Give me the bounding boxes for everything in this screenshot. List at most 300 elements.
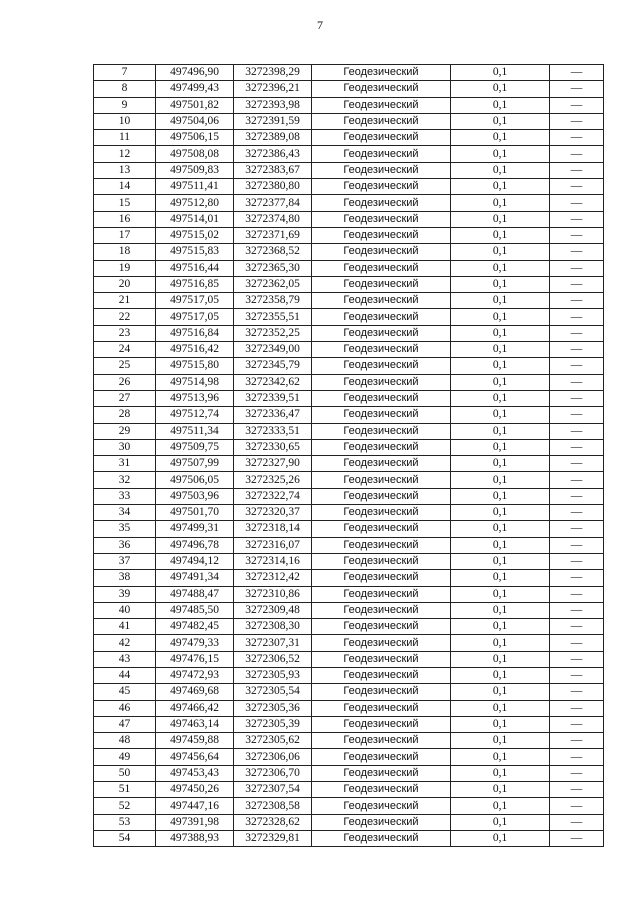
accuracy-cell: 0,1: [451, 505, 550, 521]
x-coordinate-cell: 497506,15: [156, 130, 234, 146]
y-coordinate-cell: 3272371,69: [234, 227, 312, 243]
note-cell: —: [550, 651, 604, 667]
x-coordinate-cell: 497506,05: [156, 472, 234, 488]
y-coordinate-cell: 3272318,14: [234, 521, 312, 537]
accuracy-cell: 0,1: [451, 358, 550, 374]
note-cell: —: [550, 276, 604, 292]
method-cell: Геодезический: [312, 830, 451, 846]
x-coordinate-cell: 497482,45: [156, 619, 234, 635]
point-number-cell: 41: [94, 619, 156, 635]
note-cell: —: [550, 505, 604, 521]
x-coordinate-cell: 497469,68: [156, 684, 234, 700]
table-row: [94, 716, 604, 732]
accuracy-cell: 0,1: [451, 113, 550, 129]
y-coordinate-cell: 3272306,06: [234, 749, 312, 765]
table-row: [94, 179, 604, 195]
y-coordinate-cell: 3272342,62: [234, 374, 312, 390]
table-row: [94, 521, 604, 537]
accuracy-cell: 0,1: [451, 65, 550, 81]
note-cell: —: [550, 130, 604, 146]
point-number-cell: 38: [94, 570, 156, 586]
method-cell: Геодезический: [312, 651, 451, 667]
x-coordinate-cell: 497499,43: [156, 81, 234, 97]
y-coordinate-cell: 3272306,52: [234, 651, 312, 667]
note-cell: —: [550, 211, 604, 227]
point-number-cell: 22: [94, 309, 156, 325]
table-row: [94, 374, 604, 390]
note-cell: —: [550, 570, 604, 586]
x-coordinate-cell: 497517,05: [156, 309, 234, 325]
y-coordinate-cell: 3272307,54: [234, 782, 312, 798]
x-coordinate-cell: 497512,80: [156, 195, 234, 211]
note-cell: —: [550, 195, 604, 211]
x-coordinate-cell: 497513,96: [156, 390, 234, 406]
point-number-cell: 40: [94, 602, 156, 618]
accuracy-cell: 0,1: [451, 309, 550, 325]
y-coordinate-cell: 3272398,29: [234, 65, 312, 81]
method-cell: Геодезический: [312, 130, 451, 146]
method-cell: Геодезический: [312, 667, 451, 683]
note-cell: —: [550, 733, 604, 749]
method-cell: Геодезический: [312, 488, 451, 504]
table-row: [94, 390, 604, 406]
x-coordinate-cell: 497516,85: [156, 276, 234, 292]
note-cell: —: [550, 602, 604, 618]
y-coordinate-cell: 3272345,79: [234, 358, 312, 374]
point-number-cell: 39: [94, 586, 156, 602]
note-cell: —: [550, 179, 604, 195]
table-row: [94, 798, 604, 814]
table-row: [94, 700, 604, 716]
method-cell: Геодезический: [312, 765, 451, 781]
method-cell: Геодезический: [312, 716, 451, 732]
x-coordinate-cell: 497459,88: [156, 733, 234, 749]
method-cell: Геодезический: [312, 179, 451, 195]
accuracy-cell: 0,1: [451, 619, 550, 635]
table-row: [94, 162, 604, 178]
method-cell: Геодезический: [312, 211, 451, 227]
method-cell: Геодезический: [312, 65, 451, 81]
note-cell: —: [550, 700, 604, 716]
x-coordinate-cell: 497391,98: [156, 814, 234, 830]
method-cell: Геодезический: [312, 407, 451, 423]
y-coordinate-cell: 3272305,39: [234, 716, 312, 732]
y-coordinate-cell: 3272325,26: [234, 472, 312, 488]
note-cell: —: [550, 374, 604, 390]
note-cell: —: [550, 782, 604, 798]
table-row: [94, 227, 604, 243]
x-coordinate-cell: 497466,42: [156, 700, 234, 716]
table-row: [94, 570, 604, 586]
method-cell: Геодезический: [312, 358, 451, 374]
note-cell: —: [550, 146, 604, 162]
page-number: 7: [317, 18, 323, 32]
table-row: [94, 113, 604, 129]
note-cell: —: [550, 390, 604, 406]
y-coordinate-cell: 3272310,86: [234, 586, 312, 602]
point-number-cell: 12: [94, 146, 156, 162]
note-cell: —: [550, 537, 604, 553]
note-cell: —: [550, 439, 604, 455]
method-cell: Геодезический: [312, 81, 451, 97]
point-number-cell: 16: [94, 211, 156, 227]
y-coordinate-cell: 3272308,30: [234, 619, 312, 635]
x-coordinate-cell: 497476,15: [156, 651, 234, 667]
point-number-cell: 37: [94, 553, 156, 569]
x-coordinate-cell: 497491,34: [156, 570, 234, 586]
table-row: [94, 488, 604, 504]
note-cell: —: [550, 65, 604, 81]
table-row: [94, 505, 604, 521]
note-cell: —: [550, 667, 604, 683]
note-cell: —: [550, 521, 604, 537]
accuracy-cell: 0,1: [451, 733, 550, 749]
accuracy-cell: 0,1: [451, 179, 550, 195]
method-cell: Геодезический: [312, 700, 451, 716]
method-cell: Геодезический: [312, 456, 451, 472]
y-coordinate-cell: 3272383,67: [234, 162, 312, 178]
coordinates-table-body: [94, 65, 604, 847]
note-cell: —: [550, 162, 604, 178]
point-number-cell: 53: [94, 814, 156, 830]
point-number-cell: 42: [94, 635, 156, 651]
point-number-cell: 7: [94, 65, 156, 81]
method-cell: Геодезический: [312, 537, 451, 553]
point-number-cell: 51: [94, 782, 156, 798]
x-coordinate-cell: 497511,34: [156, 423, 234, 439]
x-coordinate-cell: 497514,01: [156, 211, 234, 227]
y-coordinate-cell: 3272396,21: [234, 81, 312, 97]
accuracy-cell: 0,1: [451, 374, 550, 390]
x-coordinate-cell: 497517,05: [156, 293, 234, 309]
table-row: [94, 553, 604, 569]
x-coordinate-cell: 497456,64: [156, 749, 234, 765]
point-number-cell: 10: [94, 113, 156, 129]
method-cell: Геодезический: [312, 113, 451, 129]
y-coordinate-cell: 3272362,05: [234, 276, 312, 292]
table-row: [94, 456, 604, 472]
point-number-cell: 35: [94, 521, 156, 537]
y-coordinate-cell: 3272312,42: [234, 570, 312, 586]
y-coordinate-cell: 3272306,70: [234, 765, 312, 781]
y-coordinate-cell: 3272330,65: [234, 439, 312, 455]
y-coordinate-cell: 3272305,36: [234, 700, 312, 716]
table-row: [94, 276, 604, 292]
accuracy-cell: 0,1: [451, 537, 550, 553]
accuracy-cell: 0,1: [451, 830, 550, 846]
accuracy-cell: 0,1: [451, 472, 550, 488]
y-coordinate-cell: 3272389,08: [234, 130, 312, 146]
y-coordinate-cell: 3272365,30: [234, 260, 312, 276]
method-cell: Геодезический: [312, 472, 451, 488]
point-number-cell: 46: [94, 700, 156, 716]
accuracy-cell: 0,1: [451, 814, 550, 830]
accuracy-cell: 0,1: [451, 765, 550, 781]
table-row: [94, 782, 604, 798]
coordinates-table: [93, 64, 604, 847]
accuracy-cell: 0,1: [451, 244, 550, 260]
point-number-cell: 54: [94, 830, 156, 846]
note-cell: —: [550, 81, 604, 97]
table-row: [94, 244, 604, 260]
y-coordinate-cell: 3272358,79: [234, 293, 312, 309]
y-coordinate-cell: 3272386,43: [234, 146, 312, 162]
method-cell: Геодезический: [312, 195, 451, 211]
method-cell: Геодезический: [312, 276, 451, 292]
x-coordinate-cell: 497488,47: [156, 586, 234, 602]
method-cell: Геодезический: [312, 390, 451, 406]
table-row: [94, 537, 604, 553]
point-number-cell: 49: [94, 749, 156, 765]
accuracy-cell: 0,1: [451, 130, 550, 146]
point-number-cell: 26: [94, 374, 156, 390]
method-cell: Геодезический: [312, 733, 451, 749]
accuracy-cell: 0,1: [451, 749, 550, 765]
point-number-cell: 48: [94, 733, 156, 749]
note-cell: —: [550, 293, 604, 309]
method-cell: Геодезический: [312, 782, 451, 798]
point-number-cell: 21: [94, 293, 156, 309]
accuracy-cell: 0,1: [451, 260, 550, 276]
y-coordinate-cell: 3272380,80: [234, 179, 312, 195]
point-number-cell: 14: [94, 179, 156, 195]
note-cell: —: [550, 358, 604, 374]
method-cell: Геодезический: [312, 521, 451, 537]
accuracy-cell: 0,1: [451, 521, 550, 537]
y-coordinate-cell: 3272305,93: [234, 667, 312, 683]
point-number-cell: 44: [94, 667, 156, 683]
x-coordinate-cell: 497516,84: [156, 325, 234, 341]
point-number-cell: 20: [94, 276, 156, 292]
y-coordinate-cell: 3272314,16: [234, 553, 312, 569]
note-cell: —: [550, 619, 604, 635]
note-cell: —: [550, 342, 604, 358]
point-number-cell: 13: [94, 162, 156, 178]
y-coordinate-cell: 3272308,58: [234, 798, 312, 814]
x-coordinate-cell: 497388,93: [156, 830, 234, 846]
note-cell: —: [550, 814, 604, 830]
table-row: [94, 733, 604, 749]
point-number-cell: 32: [94, 472, 156, 488]
table-row: [94, 423, 604, 439]
y-coordinate-cell: 3272349,00: [234, 342, 312, 358]
note-cell: —: [550, 113, 604, 129]
y-coordinate-cell: 3272368,52: [234, 244, 312, 260]
table-row: [94, 293, 604, 309]
method-cell: Геодезический: [312, 227, 451, 243]
table-row: [94, 667, 604, 683]
method-cell: Геодезический: [312, 342, 451, 358]
note-cell: —: [550, 749, 604, 765]
note-cell: —: [550, 488, 604, 504]
table-row: [94, 211, 604, 227]
x-coordinate-cell: 497463,14: [156, 716, 234, 732]
y-coordinate-cell: 3272309,48: [234, 602, 312, 618]
note-cell: —: [550, 227, 604, 243]
method-cell: Геодезический: [312, 423, 451, 439]
accuracy-cell: 0,1: [451, 81, 550, 97]
table-row: [94, 325, 604, 341]
accuracy-cell: 0,1: [451, 211, 550, 227]
accuracy-cell: 0,1: [451, 293, 550, 309]
accuracy-cell: 0,1: [451, 325, 550, 341]
table-row: [94, 602, 604, 618]
table-row: [94, 472, 604, 488]
accuracy-cell: 0,1: [451, 782, 550, 798]
point-number-cell: 23: [94, 325, 156, 341]
accuracy-cell: 0,1: [451, 684, 550, 700]
x-coordinate-cell: 497515,83: [156, 244, 234, 260]
accuracy-cell: 0,1: [451, 798, 550, 814]
accuracy-cell: 0,1: [451, 716, 550, 732]
point-number-cell: 29: [94, 423, 156, 439]
point-number-cell: 19: [94, 260, 156, 276]
y-coordinate-cell: 3272322,74: [234, 488, 312, 504]
accuracy-cell: 0,1: [451, 602, 550, 618]
y-coordinate-cell: 3272377,84: [234, 195, 312, 211]
table-row: [94, 146, 604, 162]
point-number-cell: 34: [94, 505, 156, 521]
method-cell: Геодезический: [312, 798, 451, 814]
accuracy-cell: 0,1: [451, 667, 550, 683]
x-coordinate-cell: 497472,93: [156, 667, 234, 683]
point-number-cell: 25: [94, 358, 156, 374]
method-cell: Геодезический: [312, 146, 451, 162]
accuracy-cell: 0,1: [451, 700, 550, 716]
accuracy-cell: 0,1: [451, 439, 550, 455]
accuracy-cell: 0,1: [451, 488, 550, 504]
method-cell: Геодезический: [312, 374, 451, 390]
accuracy-cell: 0,1: [451, 390, 550, 406]
table-row: [94, 651, 604, 667]
note-cell: —: [550, 325, 604, 341]
point-number-cell: 9: [94, 97, 156, 113]
x-coordinate-cell: 497494,12: [156, 553, 234, 569]
table-row: [94, 81, 604, 97]
y-coordinate-cell: 3272328,62: [234, 814, 312, 830]
point-number-cell: 52: [94, 798, 156, 814]
method-cell: Геодезический: [312, 602, 451, 618]
point-number-cell: 47: [94, 716, 156, 732]
accuracy-cell: 0,1: [451, 97, 550, 113]
method-cell: Геодезический: [312, 162, 451, 178]
point-number-cell: 8: [94, 81, 156, 97]
x-coordinate-cell: 497501,70: [156, 505, 234, 521]
point-number-cell: 18: [94, 244, 156, 260]
x-coordinate-cell: 497501,82: [156, 97, 234, 113]
x-coordinate-cell: 497479,33: [156, 635, 234, 651]
x-coordinate-cell: 497508,08: [156, 146, 234, 162]
accuracy-cell: 0,1: [451, 651, 550, 667]
method-cell: Геодезический: [312, 260, 451, 276]
x-coordinate-cell: 497509,75: [156, 439, 234, 455]
method-cell: Геодезический: [312, 749, 451, 765]
note-cell: —: [550, 716, 604, 732]
table-row: [94, 586, 604, 602]
x-coordinate-cell: 497512,74: [156, 407, 234, 423]
table-row: [94, 439, 604, 455]
accuracy-cell: 0,1: [451, 342, 550, 358]
table-row: [94, 97, 604, 113]
note-cell: —: [550, 635, 604, 651]
table-row: [94, 309, 604, 325]
table-row: [94, 635, 604, 651]
table-row: [94, 65, 604, 81]
x-coordinate-cell: 497515,80: [156, 358, 234, 374]
y-coordinate-cell: 3272305,54: [234, 684, 312, 700]
method-cell: Геодезический: [312, 635, 451, 651]
note-cell: —: [550, 260, 604, 276]
accuracy-cell: 0,1: [451, 586, 550, 602]
y-coordinate-cell: 3272339,51: [234, 390, 312, 406]
y-coordinate-cell: 3272355,51: [234, 309, 312, 325]
point-number-cell: 33: [94, 488, 156, 504]
note-cell: —: [550, 765, 604, 781]
x-coordinate-cell: 497496,78: [156, 537, 234, 553]
note-cell: —: [550, 798, 604, 814]
method-cell: Геодезический: [312, 97, 451, 113]
method-cell: Геодезический: [312, 505, 451, 521]
point-number-cell: 24: [94, 342, 156, 358]
point-number-cell: 11: [94, 130, 156, 146]
x-coordinate-cell: 497503,96: [156, 488, 234, 504]
x-coordinate-cell: 497453,43: [156, 765, 234, 781]
x-coordinate-cell: 497499,31: [156, 521, 234, 537]
y-coordinate-cell: 3272393,98: [234, 97, 312, 113]
y-coordinate-cell: 3272374,80: [234, 211, 312, 227]
accuracy-cell: 0,1: [451, 570, 550, 586]
x-coordinate-cell: 497511,41: [156, 179, 234, 195]
note-cell: —: [550, 407, 604, 423]
method-cell: Геодезический: [312, 244, 451, 260]
method-cell: Геодезический: [312, 570, 451, 586]
note-cell: —: [550, 684, 604, 700]
point-number-cell: 36: [94, 537, 156, 553]
note-cell: —: [550, 423, 604, 439]
accuracy-cell: 0,1: [451, 423, 550, 439]
accuracy-cell: 0,1: [451, 195, 550, 211]
table-row: [94, 765, 604, 781]
method-cell: Геодезический: [312, 439, 451, 455]
point-number-cell: 43: [94, 651, 156, 667]
accuracy-cell: 0,1: [451, 146, 550, 162]
table-row: [94, 260, 604, 276]
note-cell: —: [550, 553, 604, 569]
method-cell: Геодезический: [312, 553, 451, 569]
method-cell: Геодезический: [312, 293, 451, 309]
y-coordinate-cell: 3272333,51: [234, 423, 312, 439]
point-number-cell: 15: [94, 195, 156, 211]
accuracy-cell: 0,1: [451, 162, 550, 178]
method-cell: Геодезический: [312, 325, 451, 341]
x-coordinate-cell: 497514,98: [156, 374, 234, 390]
table-row: [94, 830, 604, 846]
x-coordinate-cell: 497450,26: [156, 782, 234, 798]
point-number-cell: 27: [94, 390, 156, 406]
x-coordinate-cell: 497515,02: [156, 227, 234, 243]
y-coordinate-cell: 3272307,31: [234, 635, 312, 651]
method-cell: Геодезический: [312, 619, 451, 635]
accuracy-cell: 0,1: [451, 553, 550, 569]
point-number-cell: 50: [94, 765, 156, 781]
accuracy-cell: 0,1: [451, 456, 550, 472]
y-coordinate-cell: 3272305,62: [234, 733, 312, 749]
note-cell: —: [550, 244, 604, 260]
note-cell: —: [550, 456, 604, 472]
y-coordinate-cell: 3272336,47: [234, 407, 312, 423]
table-row: [94, 684, 604, 700]
x-coordinate-cell: 497504,06: [156, 113, 234, 129]
